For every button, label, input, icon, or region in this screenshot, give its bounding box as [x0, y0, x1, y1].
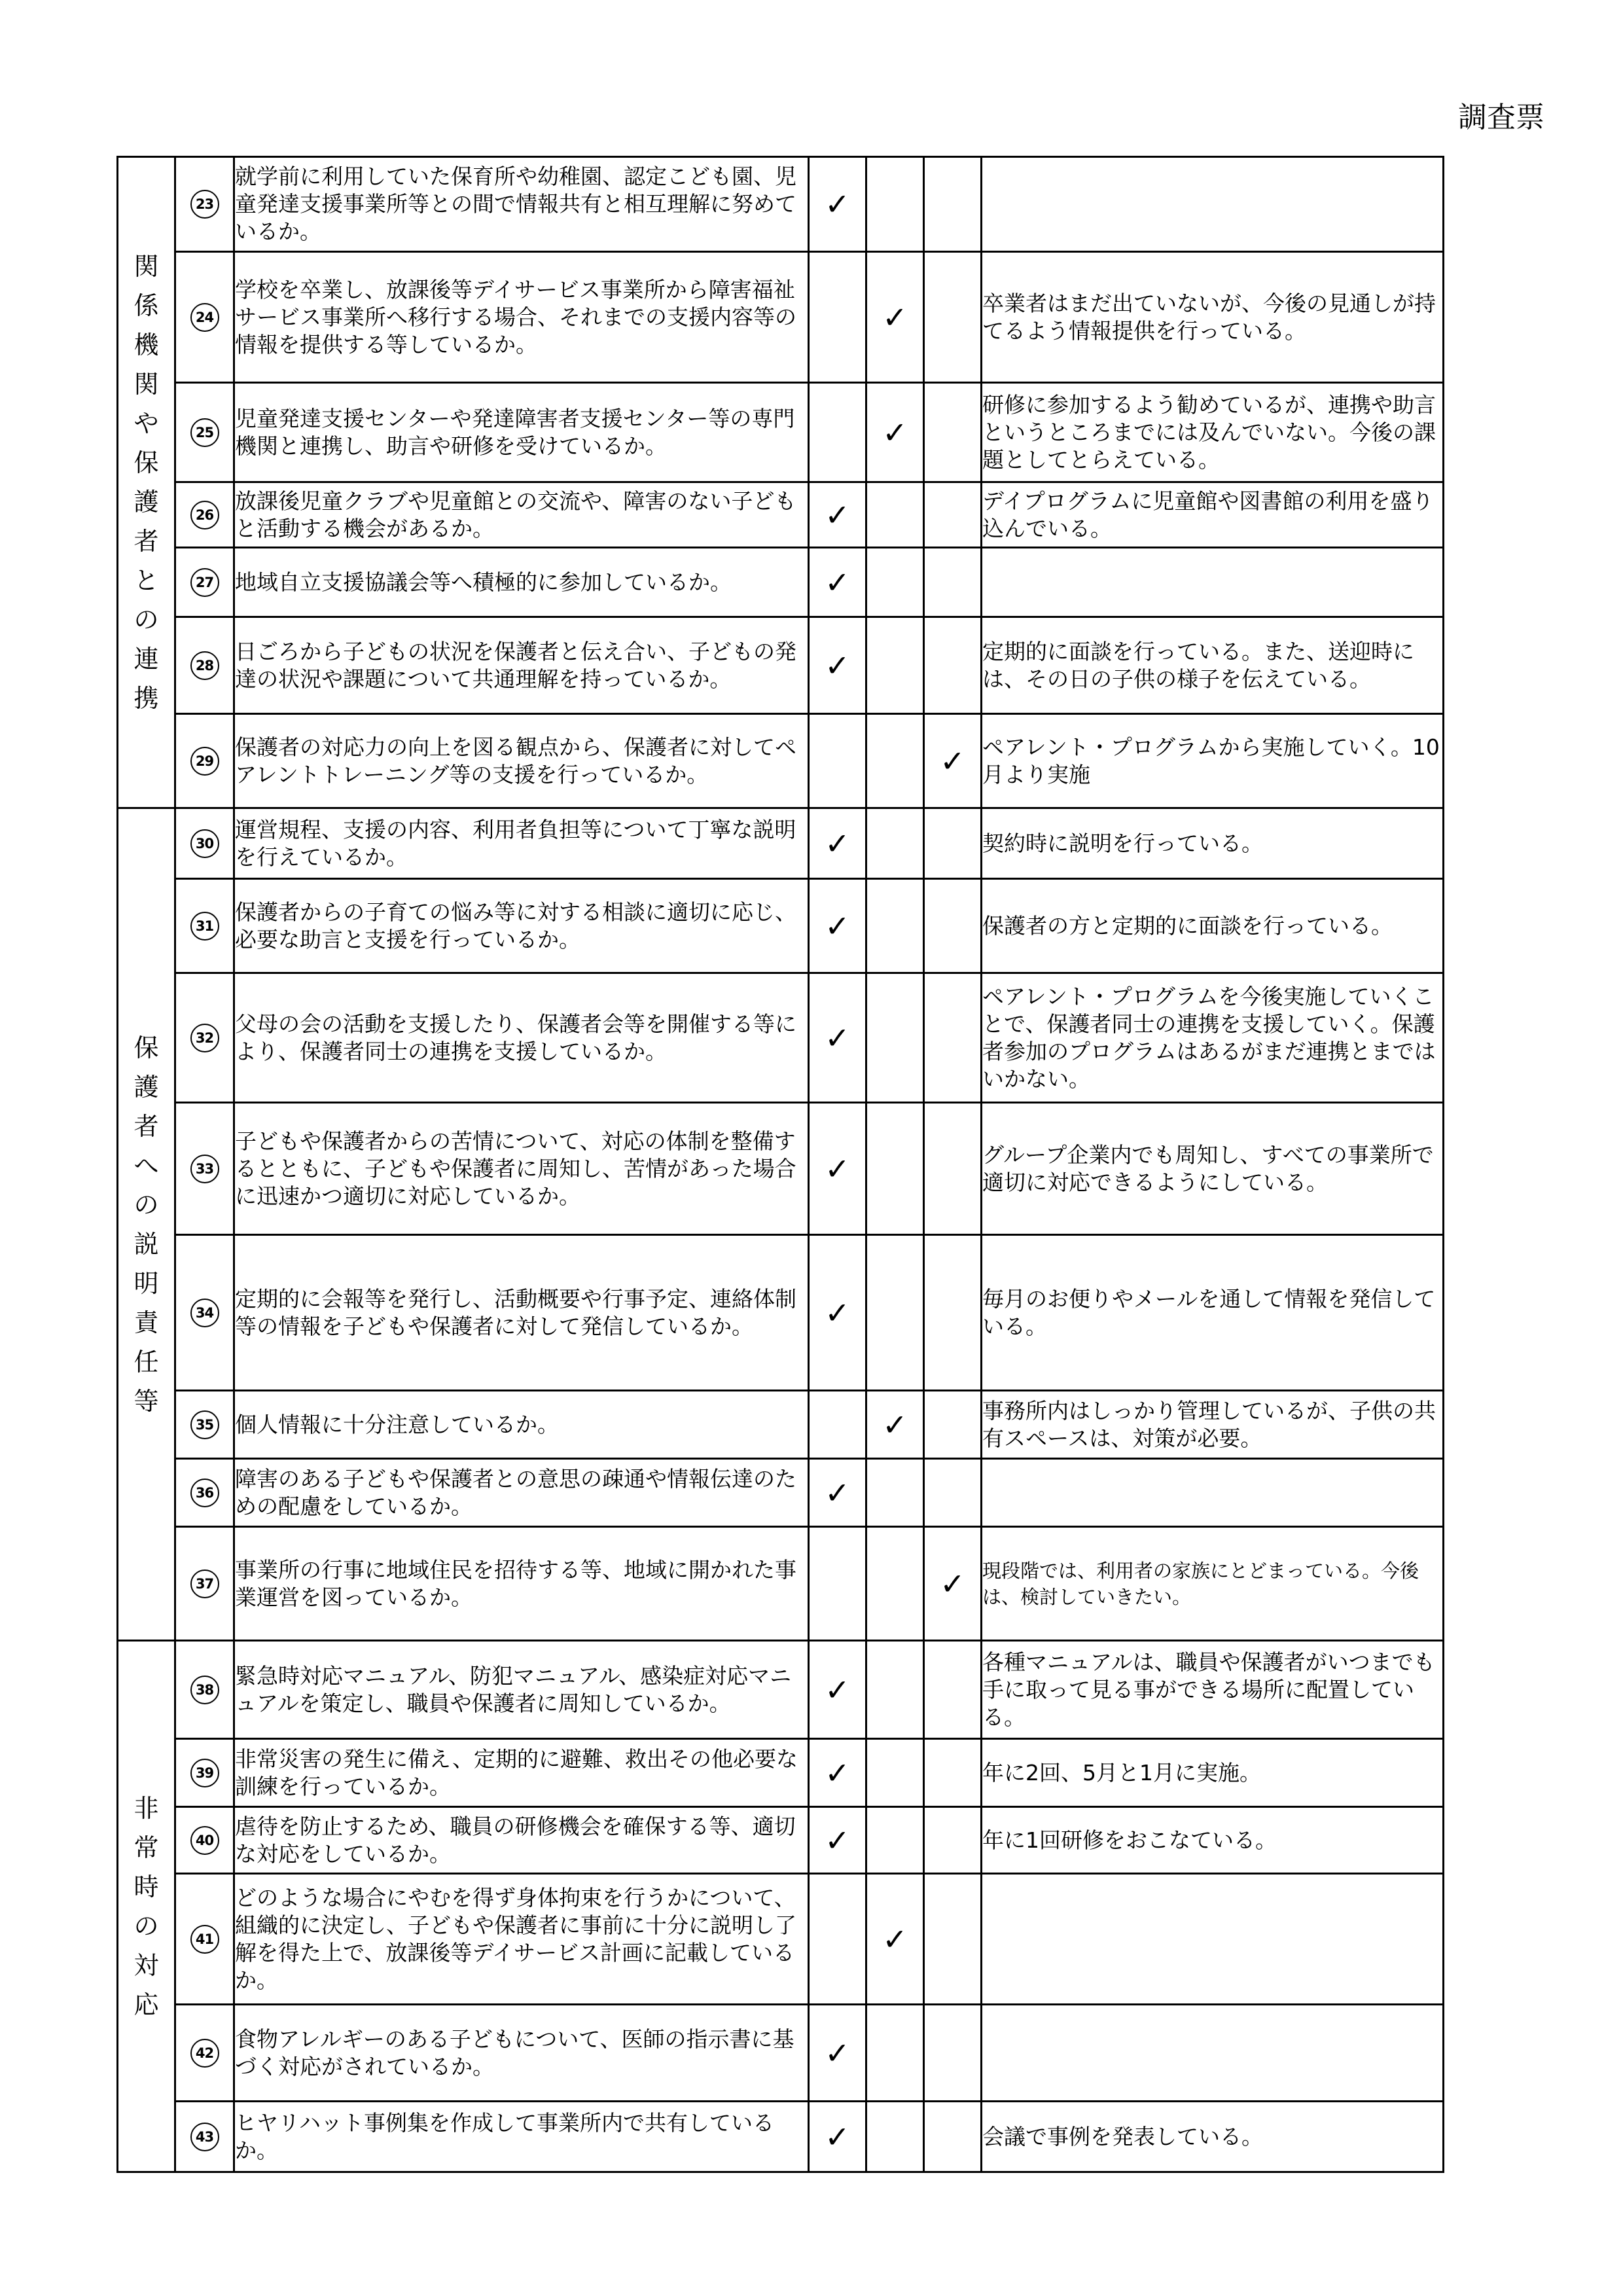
item-number-cell: [175, 548, 234, 617]
table-row: [118, 617, 1444, 714]
check-cell-2: [866, 252, 924, 383]
check-cell-1: [809, 714, 866, 808]
table-row: [118, 1459, 1444, 1527]
comment-text: [982, 2005, 1444, 2102]
item-number-cell: [175, 1391, 234, 1459]
check-mark-icon: ✓: [825, 1151, 850, 1187]
check-mark-icon: ✓: [825, 647, 850, 683]
check-cell-1: [809, 1641, 866, 1739]
comment-text: 各種マニュアルは、職員や保護者がいつまでも手に取って見る事ができる場所に配置している。: [982, 1641, 1444, 1739]
check-mark-icon: ✓: [940, 1566, 965, 1602]
check-cell-3: [924, 252, 982, 383]
comment-text: 年に2回、5月と1月に実施。: [982, 1739, 1444, 1807]
check-cell-2: [866, 973, 924, 1103]
table-row: [118, 879, 1444, 973]
check-mark-icon: ✓: [940, 743, 965, 779]
check-cell-3: [924, 482, 982, 548]
check-cell-1: [809, 1391, 866, 1459]
item-number-cell: [175, 617, 234, 714]
item-number-cell: [175, 482, 234, 548]
check-mark-icon: ✓: [825, 1755, 850, 1791]
comment-text: 現段階では、利用者の家族にとどまっている。今後は、検討していきたい。: [982, 1527, 1444, 1641]
question-text: 放課後児童クラブや児童館との交流や、障害のない子どもと活動する機会があるか。: [234, 482, 809, 548]
check-cell-2: [866, 1103, 924, 1235]
comment-text: デイプログラムに児童館や図書館の利用を盛り込んでいる。: [982, 482, 1444, 548]
item-number-cell: [175, 973, 234, 1103]
check-cell-1: [809, 879, 866, 973]
check-mark-icon: ✓: [825, 564, 850, 600]
table-row: [118, 1103, 1444, 1235]
check-cell-2: [866, 2102, 924, 2172]
section-label-cell: [118, 808, 175, 1641]
comment-text: グループ企業内でも周知し、すべての事業所で適切に対応できるようにしている。: [982, 1103, 1444, 1235]
check-cell-1: [809, 1739, 866, 1807]
item-number-cell: [175, 808, 234, 879]
item-number-cell: [175, 714, 234, 808]
check-cell-2: [866, 1527, 924, 1641]
table-row: [118, 157, 1444, 252]
check-cell-1: [809, 1527, 866, 1641]
comment-text: 卒業者はまだ出ていないが、今後の見通しが持てるよう情報提供を行っている。: [982, 252, 1444, 383]
survey-table: [116, 156, 1444, 2173]
item-number-cell: [175, 1807, 234, 1874]
check-cell-2: [866, 1641, 924, 1739]
question-text: 児童発達支援センターや発達障害者支援センター等の専門機関と連携し、助言や研修を受けているか。: [234, 383, 809, 482]
check-cell-2: [866, 1807, 924, 1874]
question-text: 食物アレルギーのある子どもについて、医師の指示書に基づく対応がされているか。: [234, 2005, 809, 2102]
table-row: [118, 2005, 1444, 2102]
check-cell-1: [809, 973, 866, 1103]
question-text: 日ごろから子どもの状況を保護者と伝え合い、子どもの発達の状況や課題について共通理解を持っているか。: [234, 617, 809, 714]
check-mark-icon: ✓: [825, 2119, 850, 2155]
question-text: 運営規程、支援の内容、利用者負担等について丁寧な説明を行えているか。: [234, 808, 809, 879]
comment-text: 定期的に面談を行っている。また、送迎時には、その日の子供の様子を伝えている。: [982, 617, 1444, 714]
item-number: 37: [190, 1570, 219, 1598]
item-number: 41: [190, 1925, 219, 1954]
table-row: [118, 1527, 1444, 1641]
section-label-cell: [118, 157, 175, 808]
comment-text: ペアレント・プログラムを今後実施していくことで、保護者同士の連携を支援していく。保護者参加のプログラムはあるがまだ連携とまではいかない。: [982, 973, 1444, 1103]
section-label: 非常時の対応: [134, 1793, 159, 2019]
table-row: [118, 2102, 1444, 2172]
question-text: 障害のある子どもや保護者との意思の疎通や情報伝達のための配慮をしているか。: [234, 1459, 809, 1527]
check-cell-3: [924, 157, 982, 252]
question-text: ヒヤリハット事例集を作成して事業所内で共有しているか。: [234, 2102, 809, 2172]
item-number: 25: [190, 418, 219, 447]
check-cell-2: [866, 1739, 924, 1807]
check-cell-1: [809, 2102, 866, 2172]
section-label: 関係機関や保護者との連携: [134, 252, 159, 713]
table-row: [118, 1641, 1444, 1739]
item-number: 40: [190, 1826, 219, 1855]
document-title: 調査票: [1458, 101, 1544, 134]
check-mark-icon: ✓: [825, 187, 850, 222]
check-cell-1: [809, 1103, 866, 1235]
check-cell-1: [809, 1459, 866, 1527]
check-cell-3: [924, 1807, 982, 1874]
check-mark-icon: ✓: [882, 299, 908, 335]
check-cell-2: [866, 617, 924, 714]
item-number-cell: [175, 252, 234, 383]
check-mark-icon: ✓: [825, 497, 850, 533]
check-cell-1: [809, 548, 866, 617]
check-cell-3: [924, 1459, 982, 1527]
check-mark-icon: ✓: [825, 1295, 850, 1331]
question-text: 父母の会の活動を支援したり、保護者会等を開催する等により、保護者同士の連携を支援しているか。: [234, 973, 809, 1103]
table-row: [118, 548, 1444, 617]
check-cell-1: [809, 383, 866, 482]
check-cell-3: [924, 1874, 982, 2005]
table-row: [118, 1391, 1444, 1459]
check-cell-3: [924, 1235, 982, 1391]
item-number: 31: [190, 912, 219, 941]
check-cell-3: [924, 2005, 982, 2102]
comment-text: ペアレント・プログラムから実施していく。10月より実施: [982, 714, 1444, 808]
check-cell-2: [866, 482, 924, 548]
check-mark-icon: ✓: [825, 825, 850, 861]
check-cell-3: [924, 548, 982, 617]
comment-text: [982, 1874, 1444, 2005]
question-text: 地域自立支援協議会等へ積極的に参加しているか。: [234, 548, 809, 617]
section-label-cell: [118, 1641, 175, 2172]
item-number-cell: [175, 879, 234, 973]
check-cell-3: [924, 1391, 982, 1459]
item-number: 29: [190, 747, 219, 776]
comment-text: 年に1回研修をおこなている。: [982, 1807, 1444, 1874]
check-cell-3: [924, 1103, 982, 1235]
question-text: 子どもや保護者からの苦情について、対応の体制を整備するとともに、子どもや保護者に周知し、苦情があった場合に迅速かつ適切に対応しているか。: [234, 1103, 809, 1235]
check-mark-icon: ✓: [825, 1672, 850, 1708]
item-number: 23: [190, 190, 219, 219]
table-row: [118, 1874, 1444, 2005]
check-cell-3: [924, 1527, 982, 1641]
check-cell-1: [809, 157, 866, 252]
check-cell-1: [809, 1235, 866, 1391]
comment-text: [982, 548, 1444, 617]
comment-text: 事務所内はしっかり管理しているが、子供の共有スペースは、対策が必要。: [982, 1391, 1444, 1459]
check-cell-2: [866, 879, 924, 973]
check-cell-2: [866, 383, 924, 482]
check-cell-2: [866, 548, 924, 617]
check-mark-icon: ✓: [882, 414, 908, 450]
item-number: 42: [190, 2039, 219, 2068]
check-cell-2: [866, 157, 924, 252]
check-cell-1: [809, 482, 866, 548]
item-number-cell: [175, 157, 234, 252]
item-number: 28: [190, 651, 219, 680]
check-cell-2: [866, 1235, 924, 1391]
check-cell-2: [866, 1391, 924, 1459]
check-cell-3: [924, 879, 982, 973]
check-mark-icon: ✓: [825, 1475, 850, 1511]
item-number-cell: [175, 1527, 234, 1641]
comment-text: 会議で事例を発表している。: [982, 2102, 1444, 2172]
item-number-cell: [175, 1739, 234, 1807]
item-number-cell: [175, 1235, 234, 1391]
table-row: [118, 1739, 1444, 1807]
check-mark-icon: ✓: [882, 1921, 908, 1957]
question-text: 就学前に利用していた保育所や幼稚園、認定こども園、児童発達支援事業所等との間で情報共有と相互理解に努めているか。: [234, 157, 809, 252]
item-number: 34: [190, 1299, 219, 1327]
check-cell-3: [924, 808, 982, 879]
check-cell-3: [924, 973, 982, 1103]
table-row: [118, 1235, 1444, 1391]
item-number-cell: [175, 1459, 234, 1527]
item-number: 30: [190, 829, 219, 858]
table-row: [118, 383, 1444, 482]
item-number: 36: [190, 1479, 219, 1507]
question-text: どのような場合にやむを得ず身体拘束を行うかについて、組織的に決定し、子どもや保護者に事前に十分に説明し了解を得た上で、放課後等デイサービス計画に記載しているか。: [234, 1874, 809, 2005]
comment-text: 保護者の方と定期的に面談を行っている。: [982, 879, 1444, 973]
comment-text: 毎月のお便りやメールを通して情報を発信している。: [982, 1235, 1444, 1391]
item-number: 38: [190, 1676, 219, 1704]
check-cell-2: [866, 1459, 924, 1527]
item-number-cell: [175, 2102, 234, 2172]
item-number: 24: [190, 303, 219, 332]
question-text: 虐待を防止するため、職員の研修機会を確保する等、適切な対応をしているか。: [234, 1807, 809, 1874]
item-number: 39: [190, 1759, 219, 1787]
item-number: 32: [190, 1024, 219, 1052]
table-row: [118, 482, 1444, 548]
comment-text: [982, 1459, 1444, 1527]
question-text: 定期的に会報等を発行し、活動概要や行事予定、連絡体制等の情報を子どもや保護者に対して発信しているか。: [234, 1235, 809, 1391]
check-cell-3: [924, 617, 982, 714]
check-cell-2: [866, 1874, 924, 2005]
check-cell-1: [809, 617, 866, 714]
check-cell-2: [866, 2005, 924, 2102]
check-cell-1: [809, 2005, 866, 2102]
check-cell-1: [809, 1807, 866, 1874]
item-number: 26: [190, 501, 219, 529]
question-text: 保護者の対応力の向上を図る観点から、保護者に対してペアレントトレーニング等の支援を行っているか。: [234, 714, 809, 808]
item-number: 35: [190, 1410, 219, 1439]
item-number-cell: [175, 1874, 234, 2005]
item-number: 27: [190, 568, 219, 597]
comment-text: [982, 157, 1444, 252]
check-mark-icon: ✓: [825, 1822, 850, 1858]
check-cell-2: [866, 714, 924, 808]
check-cell-2: [866, 808, 924, 879]
item-number: 33: [190, 1155, 219, 1183]
question-text: 事業所の行事に地域住民を招待する等、地域に開かれた事業運営を図っているか。: [234, 1527, 809, 1641]
table-row: [118, 714, 1444, 808]
section-label: 保護者への説明責任等: [134, 1033, 159, 1416]
check-cell-3: [924, 383, 982, 482]
table-row: [118, 808, 1444, 879]
question-text: 個人情報に十分注意しているか。: [234, 1391, 809, 1459]
check-cell-3: [924, 1641, 982, 1739]
check-cell-3: [924, 714, 982, 808]
check-mark-icon: ✓: [825, 1020, 850, 1056]
check-cell-3: [924, 2102, 982, 2172]
item-number-cell: [175, 2005, 234, 2102]
question-text: 非常災害の発生に備え、定期的に避難、救出その他必要な訓練を行っているか。: [234, 1739, 809, 1807]
table-row: [118, 973, 1444, 1103]
question-text: 緊急時対応マニュアル、防犯マニュアル、感染症対応マニュアルを策定し、職員や保護者に周知しているか。: [234, 1641, 809, 1739]
item-number-cell: [175, 1103, 234, 1235]
check-cell-1: [809, 252, 866, 383]
check-cell-1: [809, 808, 866, 879]
item-number-cell: [175, 1641, 234, 1739]
comment-text: 契約時に説明を行っている。: [982, 808, 1444, 879]
check-cell-3: [924, 1739, 982, 1807]
check-mark-icon: ✓: [882, 1407, 908, 1443]
check-cell-1: [809, 1874, 866, 2005]
check-mark-icon: ✓: [825, 908, 850, 944]
question-text: 保護者からの子育ての悩み等に対する相談に適切に応じ、必要な助言と支援を行っているか。: [234, 879, 809, 973]
item-number-cell: [175, 383, 234, 482]
comment-text: 研修に参加するよう勧めているが、連携や助言というところまでには及んでいない。今後の課題としてとらえている。: [982, 383, 1444, 482]
table-row: [118, 1807, 1444, 1874]
table-row: [118, 252, 1444, 383]
check-mark-icon: ✓: [825, 2035, 850, 2071]
item-number: 43: [190, 2123, 219, 2151]
question-text: 学校を卒業し、放課後等デイサービス事業所から障害福祉サービス事業所へ移行する場合、それまでの支援内容等の情報を提供する等しているか。: [234, 252, 809, 383]
